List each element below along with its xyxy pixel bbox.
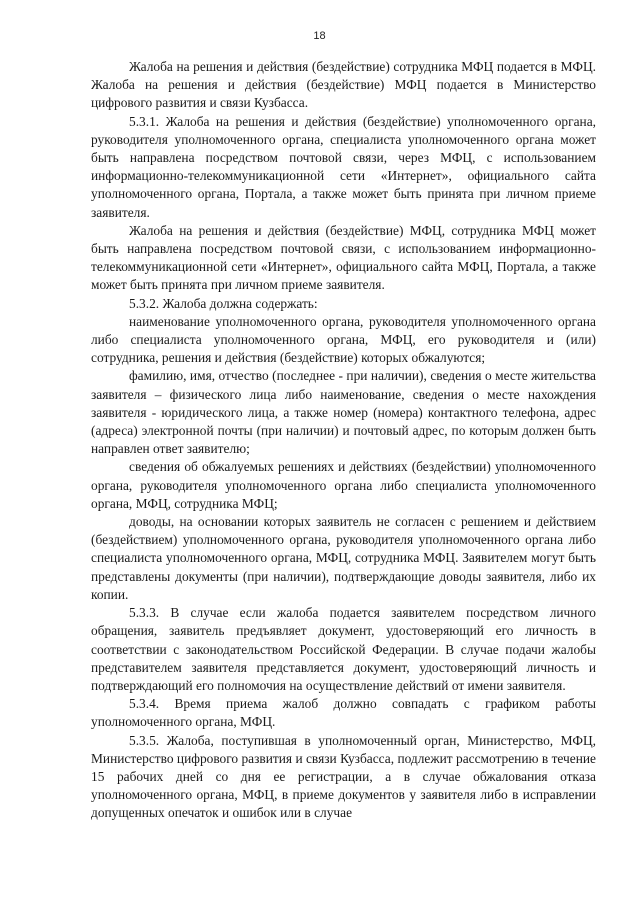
page-number: 18 bbox=[313, 30, 326, 42]
paragraph: 5.3.5. Жалоба, поступившая в уполномоченный орган, Министерство, МФЦ, Министерство цифрового развития и связи Кузбасса, подлежит рассмотрению в течение 15 рабочих дней со дня ее регистрации, а в случае обжалования отказа уполномоченного органа, МФЦ, в приеме документов у заявителя либо в исправлении допущенных опечаток и ошибок или в случае bbox=[91, 732, 596, 821]
paragraph: доводы, на основании которых заявитель не согласен с решением и действием (бездействием) уполномоченного органа, руководителя уполномоченного органа либо специалиста уполномоченного органа, МФЦ, сотрудника МФЦ. Заявителем могут быть представлены документы (при наличии), подтверждающие доводы заявителя, либо их копии. bbox=[91, 514, 596, 602]
document-body bbox=[91, 58, 596, 823]
paragraph: Жалоба на решения и действия (бездействие) МФЦ, сотрудника МФЦ может быть направлена посредством почтовой связи, с использованием информационно-телекоммуникационной сети «Интернет», официального сайта МФЦ, Портала, а также может быть принята при личном приеме заявителя. bbox=[91, 222, 596, 293]
paragraph: 5.3.4. Время приема жалоб должно совпадать с графиком работы уполномоченного органа, МФЦ. bbox=[91, 696, 596, 730]
paragraph: Жалоба на решения и действия (бездействие) сотрудника МФЦ подается в МФЦ. Жалоба на решения и действия (бездействие) МФЦ подается в Министерство цифрового развития и связи Кузбасса. bbox=[91, 59, 596, 111]
paragraph: наименование уполномоченного органа, руководителя уполномоченного органа либо специалиста уполномоченного органа, МФЦ, его руководителя и (или) сотрудника, решения и действия (бездействие) которых обжалуются; bbox=[91, 313, 596, 366]
paragraph: 5.3.3. В случае если жалоба подается заявителем посредством личного обращения, заявитель предъявляет документ, удостоверяющий его личность в соответствии с законодательством Российской Федерации. В случае подачи жалобы представителем заявителя представляется документ, удостоверяющий личность и подтверждающий его полномочия на осуществление действий от имени заявителя. bbox=[91, 605, 596, 693]
paragraph: 5.3.1. Жалоба на решения и действия (бездействие) уполномоченного органа, руководителя уполномоченного органа, специалиста уполномоченного органа может быть направлена посредством почтовой связи, через МФЦ, с использованием информационно-телекоммуникационной сети «Интернет», официального сайта уполномоченного органа, Портала, а также может быть принята при личном приеме заявителя. bbox=[91, 113, 596, 220]
paragraph: сведения об обжалуемых решениях и действиях (бездействии) уполномоченного органа, руководителя уполномоченного органа либо специалиста уполномоченного органа, МФЦ, сотрудника МФЦ; bbox=[91, 459, 596, 511]
paragraph: 5.3.2. Жалоба должна содержать: bbox=[129, 295, 318, 311]
paragraph: фамилию, имя, отчество (последнее - при наличии), сведения о месте жительства заявителя – физического лица либо наименование, сведения о месте нахождения заявителя - юридического лица, а также номер (номера) контактного телефона, адрес (адреса) электронной почты (при наличии) и почтовый адрес, по которым должен быть направлен ответ заявителю; bbox=[91, 368, 596, 457]
